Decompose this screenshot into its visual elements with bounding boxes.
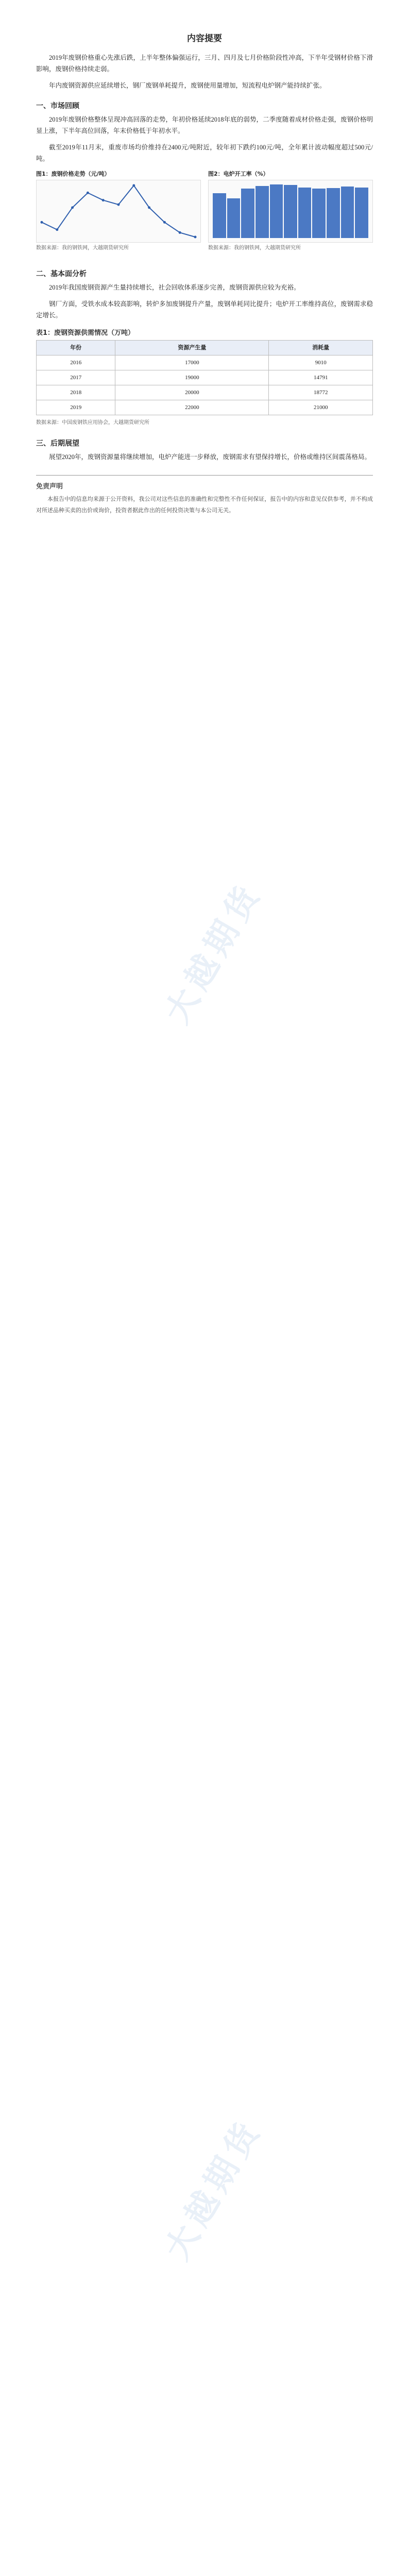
- bar: [312, 189, 326, 238]
- table-cell: 19000: [115, 370, 269, 385]
- bar: [227, 198, 241, 238]
- section-heading: 一、市场回顾: [36, 102, 79, 110]
- section-paragraph: 展望2020年，废钢资源量将继续增加，电炉产能进一步释放，废钢需求有望保持增长，价格或维持区间震荡格局。: [49, 453, 371, 461]
- section-paragraph: 2019年我国废钢资源产生量持续增长，社会回收体系逐步完善，废钢资源供应较为充裕。: [49, 284, 300, 291]
- disclaimer: [36, 475, 373, 516]
- table-cell: 18772: [269, 385, 373, 400]
- table-cell: 22000: [115, 400, 269, 415]
- figure-title: 图1：废钢价格走势（元/吨）: [36, 171, 110, 177]
- data-point: [148, 206, 150, 209]
- data-point: [71, 206, 74, 209]
- data-point: [179, 231, 181, 234]
- table-cell: 2016: [37, 355, 115, 370]
- disclaimer-text: 本报告中的信息均来源于公开资料，我公司对这些信息的准确性和完整性不作任何保证，报告中的内容和意见仅供参考，并不构成对所述品种买卖的出价或询价，投资者据此作出的任何投资决策与本公司无关。: [36, 496, 373, 514]
- data-point: [132, 184, 135, 187]
- bar: [213, 193, 226, 238]
- bar: [298, 188, 312, 238]
- data-point: [102, 199, 105, 201]
- series-line: [42, 185, 195, 237]
- watermark: 大越期货: [158, 2111, 270, 2267]
- figure-row: [36, 170, 373, 259]
- bar: [270, 184, 283, 238]
- page-title: 内容提要: [187, 33, 222, 44]
- price-line-chart: [37, 180, 200, 242]
- table-cell: 2017: [37, 370, 115, 385]
- disclaimer-title: 免责声明: [36, 483, 63, 490]
- data-point: [117, 204, 120, 206]
- table-cell: 2019: [37, 400, 115, 415]
- table-row: [37, 385, 373, 400]
- table-row: [37, 355, 373, 370]
- bar: [355, 188, 368, 238]
- table-cell: 21000: [269, 400, 373, 415]
- table-title: 表1：废钢资源供需情况（万吨）: [36, 329, 135, 337]
- data-point: [87, 192, 89, 194]
- chart-eaf: [208, 180, 373, 243]
- table-cell: 14791: [269, 370, 373, 385]
- table-row: [37, 370, 373, 385]
- section-paragraph: 2019年废钢价格整体呈现冲高回落的走势，年初价格延续2018年底的弱势，二季度随着成材价格走强，废钢价格明显上涨，下半年高位回落，年末价格低于年初水平。: [36, 116, 373, 134]
- data-point: [41, 221, 43, 224]
- figure-source: 数据来源：我的钢铁网，大越期货研究所: [208, 245, 301, 251]
- table-cell: 17000: [115, 355, 269, 370]
- table-header: 资源产生量: [115, 341, 269, 355]
- figure-eaf: [208, 170, 373, 259]
- section-heading: 二、基本面分析: [36, 270, 87, 278]
- chart-price: [36, 180, 201, 243]
- table-header: 年份: [37, 341, 115, 355]
- table-source: 数据来源：中国废钢铁应用协会，大越期货研究所: [36, 420, 149, 426]
- data-point: [194, 236, 197, 239]
- bar: [255, 186, 269, 238]
- bar: [241, 189, 254, 238]
- figure-title: 图2：电炉开工率（%）: [208, 171, 269, 177]
- table-row: [37, 400, 373, 415]
- eaf-bar-chart: [213, 184, 368, 238]
- table-header: 消耗量: [269, 341, 373, 355]
- section-paragraph: 钢厂方面，受铁水成本较高影响，转炉多加废钢提升产量，废钢单耗同比提升；电炉开工率维持高位，废钢需求稳定增长。: [36, 300, 373, 319]
- supply-demand-table: [36, 340, 373, 415]
- data-point: [56, 228, 58, 231]
- intro-paragraph: 2019年废钢价格重心先涨后跌，上半年整体偏强运行，三月、四月及七月价格阶段性冲高，下半年受钢材价格下滑影响，废钢价格持续走弱。: [36, 54, 373, 73]
- section-heading: 三、后期展望: [36, 439, 79, 448]
- section-paragraph: 截至2019年11月末，重废市场均价维持在2400元/吨附近，较年初下跌约100元/吨，全年累计波动幅度超过500元/吨。: [36, 144, 373, 162]
- bar: [284, 185, 297, 238]
- watermark: 大越期货: [158, 875, 270, 1030]
- table-cell: 9010: [269, 355, 373, 370]
- table-cell: 2018: [37, 385, 115, 400]
- figure-price: [36, 170, 201, 259]
- document-content: [36, 31, 373, 521]
- bar: [341, 187, 354, 238]
- table-cell: 20000: [115, 385, 269, 400]
- figure-source: 数据来源：我的钢铁网，大越期货研究所: [36, 245, 129, 251]
- bar: [327, 188, 340, 238]
- intro-paragraph: 年内废钢资源供应延续增长，钢厂废钢单耗提升，废钢使用量增加，短流程电炉钢产能持续扩张。: [49, 82, 326, 89]
- data-point: [163, 221, 166, 224]
